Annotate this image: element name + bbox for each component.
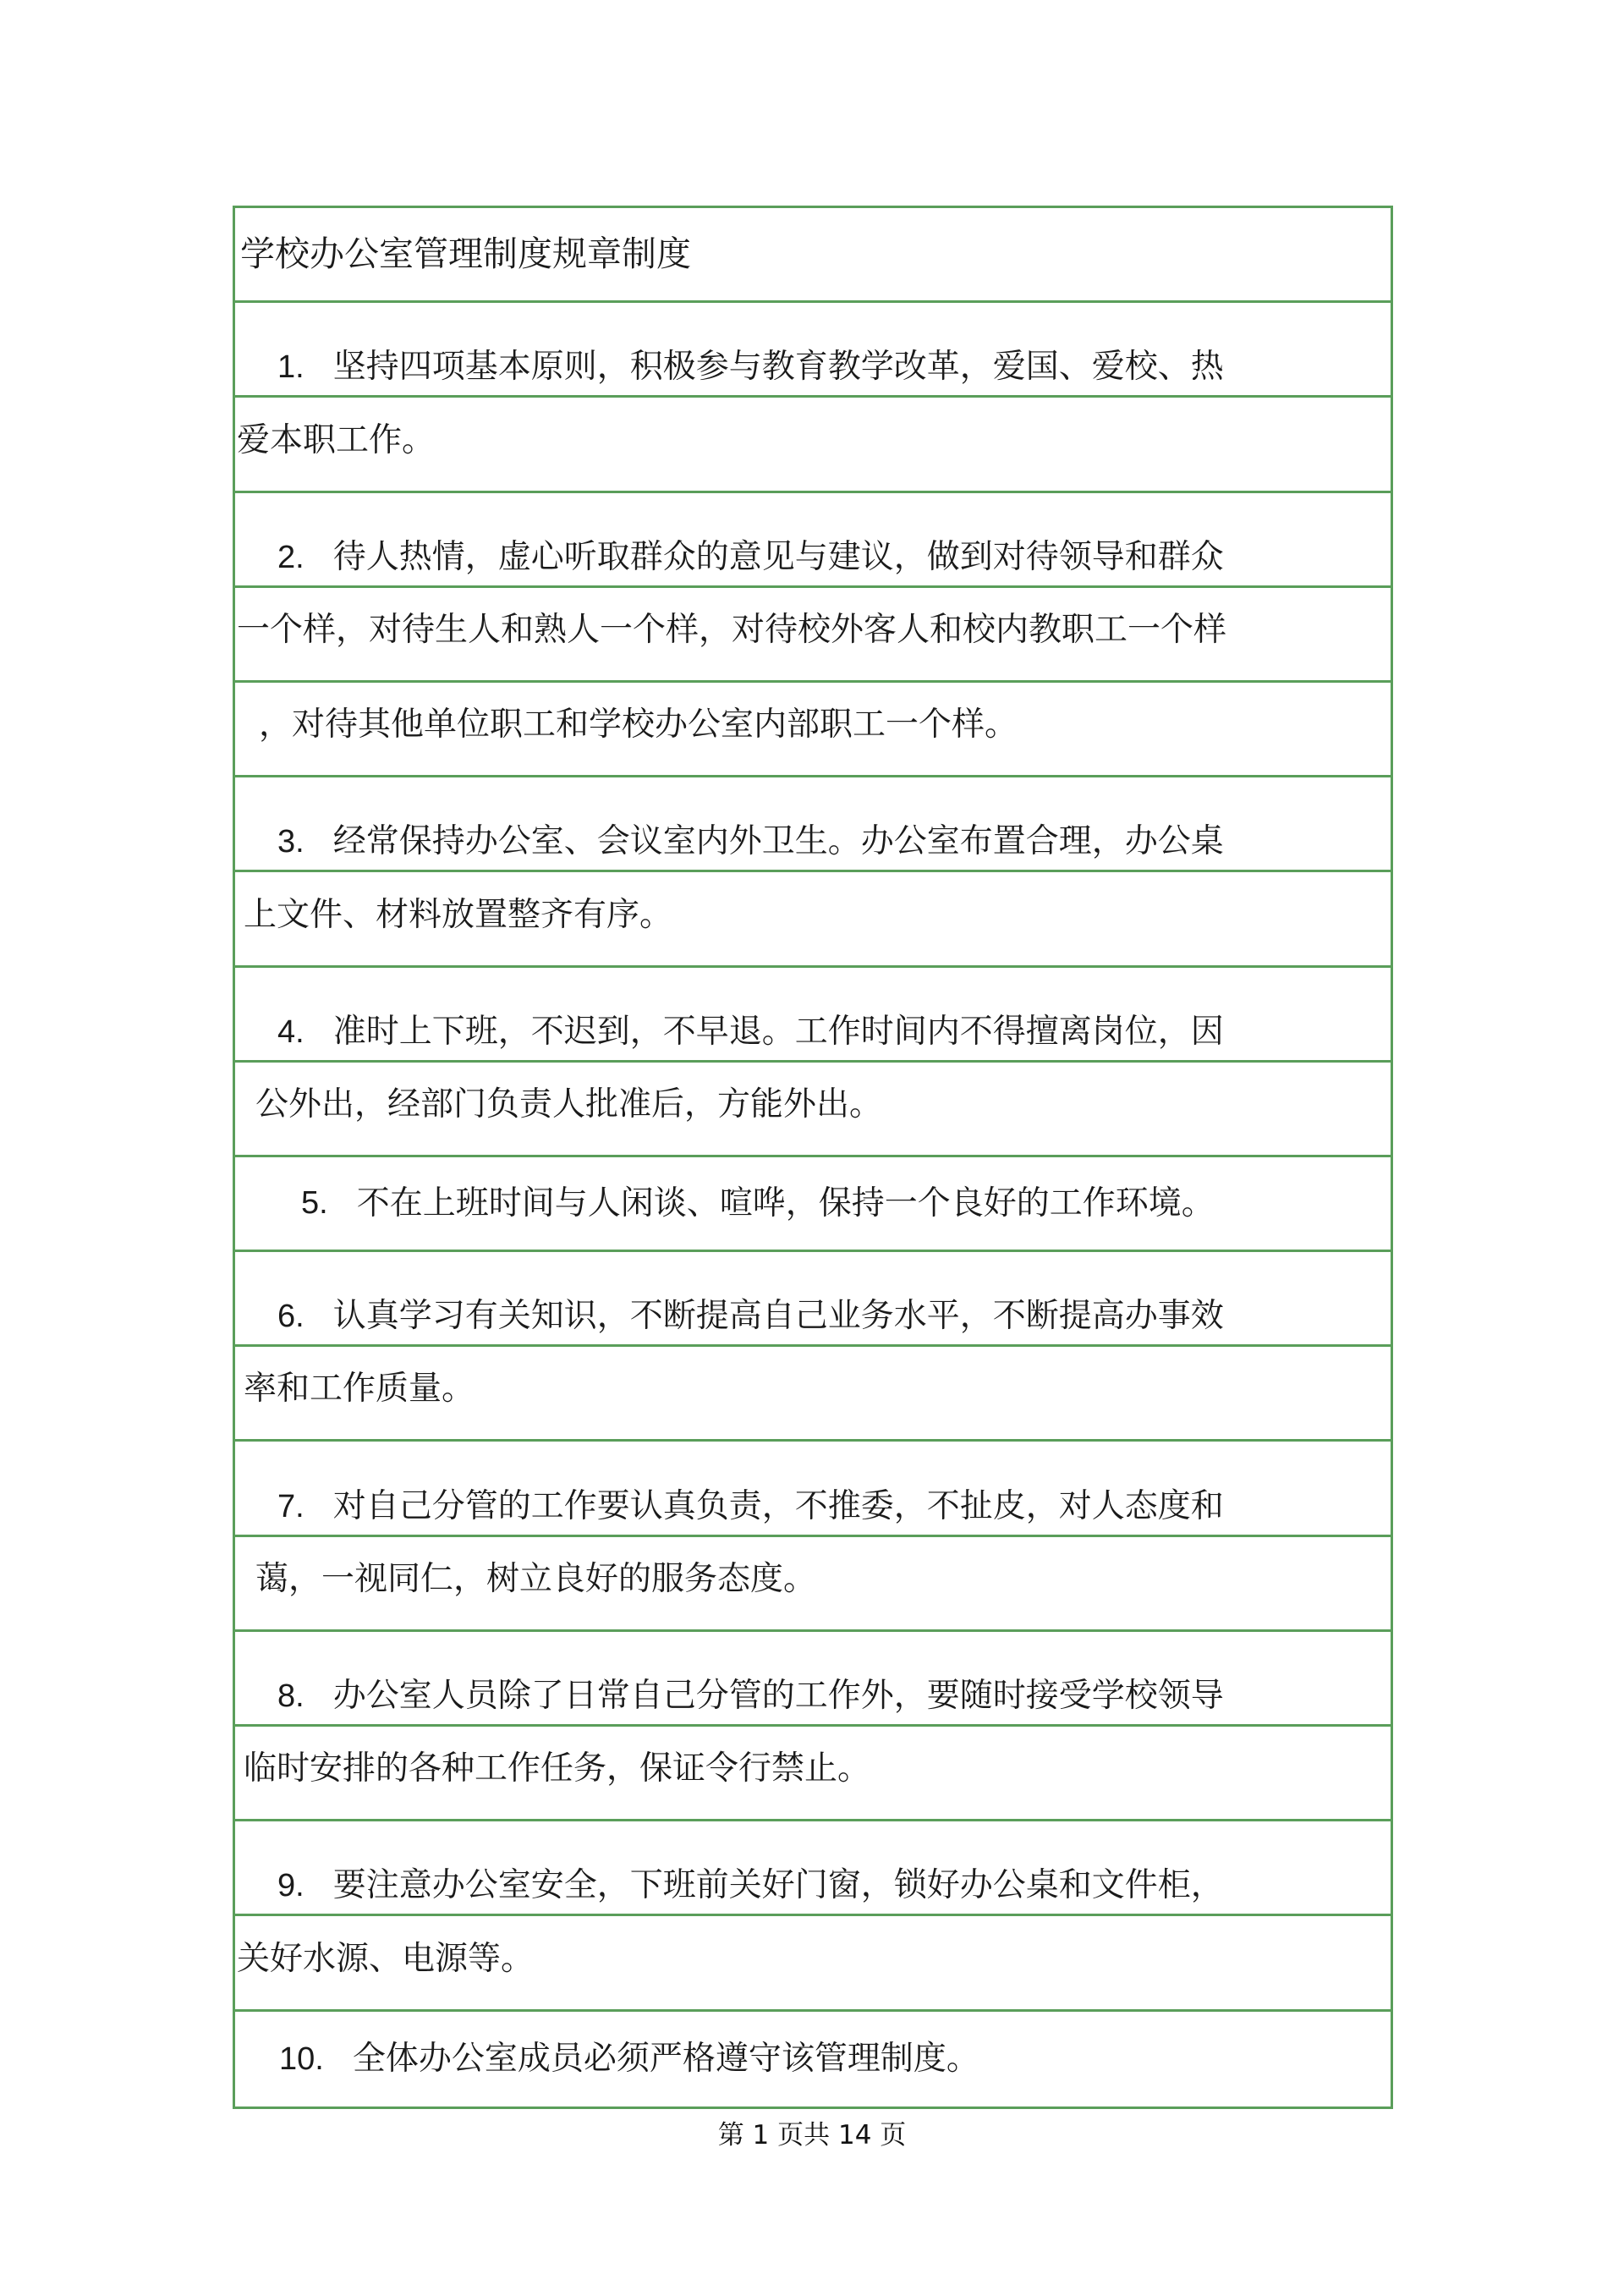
item-text: 上文件、材料放置整齐有序。 xyxy=(244,895,673,934)
item-number: 5. xyxy=(301,1185,328,1222)
table-row xyxy=(235,1537,1391,1632)
item-text: 临时安排的各种工作任务，保证令行禁止。 xyxy=(244,1749,871,1788)
item-text: 关好水源、电源等。 xyxy=(237,1939,535,1978)
table-row xyxy=(235,872,1391,967)
table-row xyxy=(235,303,1391,398)
item-text: 不在上班时间与人闲谈、喧哗，保持一个良好的工作环境。 xyxy=(356,1184,1215,1222)
page-footer xyxy=(0,2113,1624,2151)
table-row xyxy=(235,1916,1391,2011)
item-number: 2. xyxy=(277,539,304,575)
item-text: 蔼，一视同仁，树立良好的服务态度。 xyxy=(255,1559,817,1598)
item-number: 4. xyxy=(277,1013,304,1050)
table-row xyxy=(235,683,1391,777)
table-row xyxy=(235,1347,1391,1442)
table-row-title xyxy=(235,208,1391,303)
item-text: 率和工作质量。 xyxy=(244,1370,475,1409)
table-row xyxy=(235,1442,1391,1536)
table-row xyxy=(235,588,1391,683)
item-text: 办公室人员除了日常自己分管的工作外，要随时接受学校领导 xyxy=(332,1677,1224,1715)
item-number: 1. xyxy=(277,349,304,386)
item-number: 7. xyxy=(277,1488,304,1524)
item-number: 8. xyxy=(277,1678,304,1714)
table-row xyxy=(235,777,1391,872)
item-text: 认真学习有关知识，不断提高自己业务水平，不断提高办事效 xyxy=(332,1297,1224,1336)
table-row xyxy=(235,1252,1391,1347)
regulation-table xyxy=(233,206,1393,2109)
item-number: 9. xyxy=(277,1868,304,1904)
item-text: 公外出，经部门负责人批准后，方能外出。 xyxy=(255,1085,883,1123)
document-title: 学校办公室管理制度规章制度 xyxy=(240,233,691,275)
item-text: 待人热情，虚心听取群众的意见与建议，做到对待领导和群众 xyxy=(332,537,1224,576)
table-row xyxy=(235,1632,1391,1727)
item-text: 爱本职工作。 xyxy=(237,420,436,459)
table-row xyxy=(235,493,1391,588)
item-text: 坚持四项基本原则，积极参与教育教学改革，爱国、爱校、热 xyxy=(332,348,1224,387)
table-row xyxy=(235,1727,1391,1821)
item-text: 经常保持办公室、会议室内外卫生。办公室布置合理，办公桌 xyxy=(332,822,1224,861)
item-number: 3. xyxy=(277,824,304,860)
item-text: ，对待其他单位职工和学校办公室内部职工一个样。 xyxy=(259,706,1018,744)
table-row xyxy=(235,1821,1391,1916)
item-number: 10. xyxy=(279,2041,324,2077)
item-text: 全体办公室成员必须严格遵守该管理制度。 xyxy=(352,2040,979,2079)
table-row xyxy=(235,398,1391,492)
page-number-label: 第 1 页共 14 页 xyxy=(717,2120,907,2150)
table-row xyxy=(235,968,1391,1063)
item-text: 准时上下班，不迟到，不早退。工作时间内不得擅离岗位，因 xyxy=(332,1012,1224,1051)
item-text: 要注意办公室安全，下班前关好门窗，锁好办公桌和文件柜， xyxy=(332,1866,1224,1905)
item-text: 对自己分管的工作要认真负责，不推委，不扯皮，对人态度和 xyxy=(332,1486,1224,1525)
item-text: 一个样，对待生人和熟人一个样，对待校外客人和校内教职工一个样 xyxy=(237,610,1227,649)
table-row xyxy=(235,1157,1391,1252)
table-row xyxy=(235,1063,1391,1157)
item-number: 6. xyxy=(277,1299,304,1335)
table-row xyxy=(235,2012,1391,2106)
